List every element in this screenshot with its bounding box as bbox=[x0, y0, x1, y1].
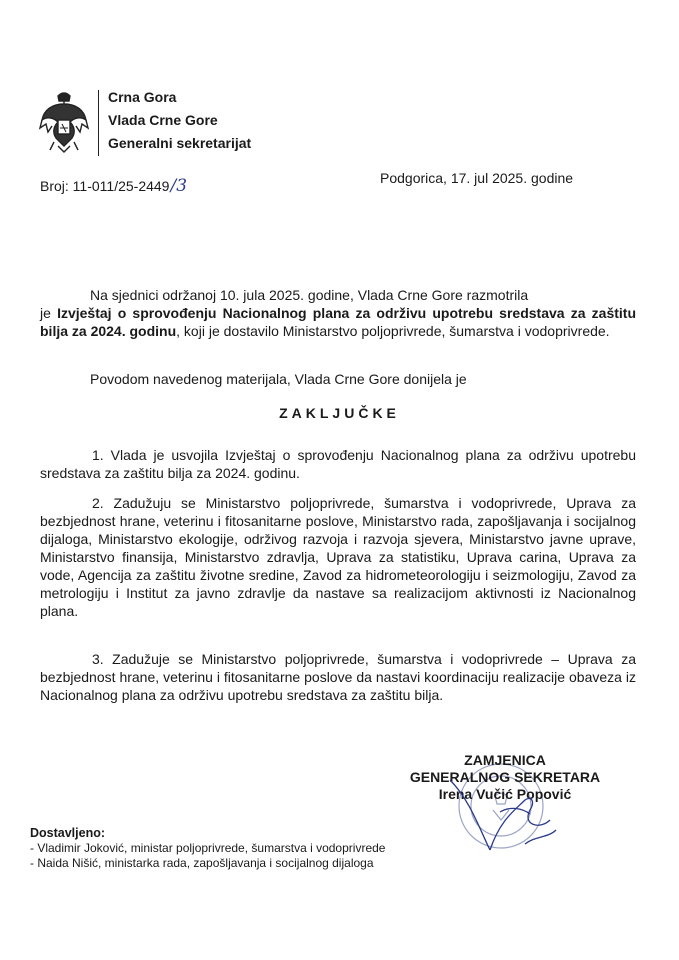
signature-role-1: ZAMJENICA bbox=[464, 752, 546, 768]
signature-name: Irena Vučić Popović bbox=[438, 786, 572, 802]
intro-je: je bbox=[40, 305, 51, 321]
delivered-block bbox=[30, 826, 385, 871]
signature-role-2: GENERALNOG SEKRETARA bbox=[409, 769, 601, 785]
institution-block bbox=[108, 86, 251, 155]
coat-of-arms-icon bbox=[38, 90, 90, 156]
institution-country: Crna Gora bbox=[108, 89, 177, 105]
document-date: Podgorica, 17. jul 2025. godine bbox=[380, 170, 574, 186]
institution-government: Vlada Crne Gore bbox=[108, 112, 218, 128]
intro-bold-title: Izvještaj o sprovođenju Nacionalnog plana za održivu upotrebu sredstava za zaštitu bilja za 2024. godinu bbox=[40, 305, 637, 339]
reference-number bbox=[40, 176, 187, 196]
reference-handwritten: /3 bbox=[170, 176, 188, 196]
handwritten-signature-icon bbox=[430, 770, 580, 860]
delivered-heading: Dostavljeno: bbox=[30, 826, 106, 840]
intro-rest: , koji je dostavilo Ministarstvo poljoprivrede, šumarstva i vodoprivrede. bbox=[176, 323, 610, 339]
intro-paragraph bbox=[40, 286, 636, 340]
intro-paragraph-2: Povodom navedenog materijala, Vlada Crne Gore donijela je bbox=[90, 371, 467, 387]
delivered-item-2: - Naida Nišić, ministarka rada, zapošljavanja i socijalnog dijaloga bbox=[30, 856, 374, 870]
conclusion-1: 1. Vlada je usvojila Izvještaj o sprovođenju Nacionalnog plana za održivu upotrebu sredstava za zaštitu bilja za 2024. godinu. bbox=[40, 447, 636, 481]
institution-secretariat: Generalni sekretarijat bbox=[108, 135, 252, 151]
conclusions-title: ZAKLJUČKE bbox=[279, 405, 400, 421]
conclusion-3: 3. Zadužuje se Ministarstvo poljoprivrede, šumarstva i vodoprivrede – Uprava za bezbjednost hrane, veterinu i fitosanitarne poslove da nastavi koordinaciju realizacije obaveza iz Nacionalnog plana za održivu upotrebu sredstava za zaštitu bilja. bbox=[40, 651, 636, 703]
header-divider bbox=[98, 90, 99, 156]
conclusion-2: 2. Zadužuju se Ministarstvo poljoprivrede, šumarstva i vodoprivrede, Uprava za bezbjednost hrane, veterinu i fitosanitarne poslove, Ministarstvo rada, zapošljavanja i socijalnog dijaloga, Ministarstvo ekologije, održivog razvoja i razvoja sjevera, Ministarstvo javne uprave, Ministarstvo finansija, Ministarstvo zdravlja, Uprava za statistiku, Uprava carina, Uprava za vode, Agencija za zaštitu životne sredine, Zavod za hidrometeorologiju i seizmologiju, Zavod za metrologiju i Institut za javno zdravlje da nastave sa realizacijom aktivnosti iz Nacionalnog plana. bbox=[40, 495, 636, 619]
intro-line1: Na sjednici održanoj 10. jula 2025. godine, Vlada Crne Gore razmotrila bbox=[90, 287, 529, 303]
delivered-item-1: - Vladimir Joković, ministar poljoprivrede, šumarstva i vodoprivrede bbox=[30, 841, 386, 855]
reference-label: Broj: 11-011/25-2449 bbox=[40, 178, 170, 194]
